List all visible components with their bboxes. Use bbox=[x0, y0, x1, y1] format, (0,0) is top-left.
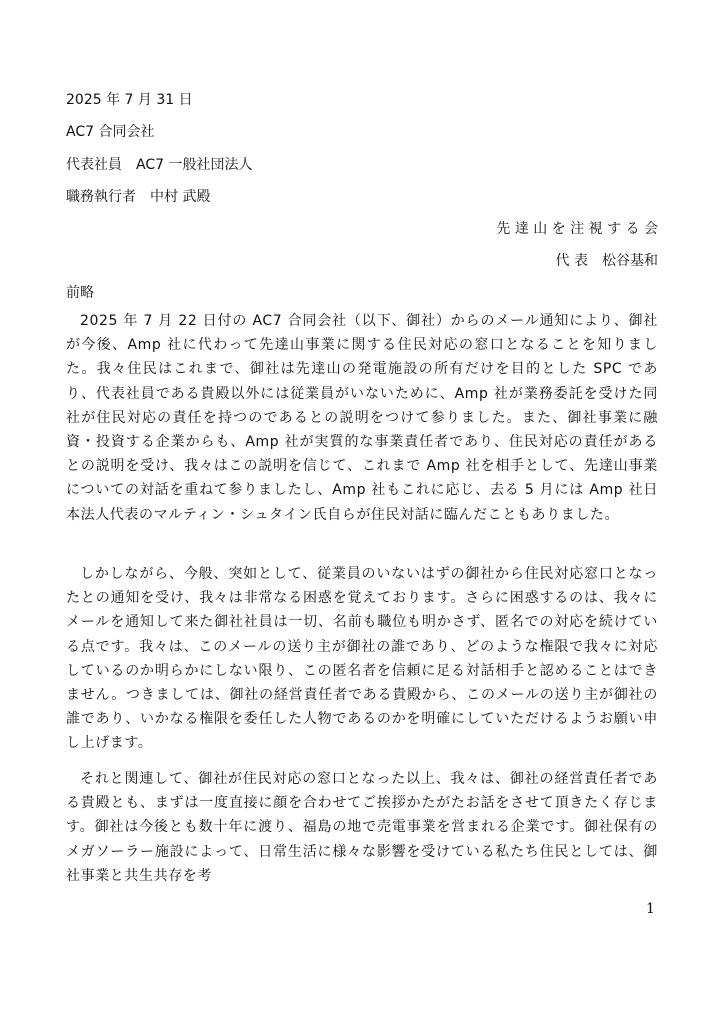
body-paragraph-3: それと関連して、御社が住民対応の窓口となった以上、我々は、御社の経営責任者である貴殿とも、まずは一度直接に顔を合わせてご挨拶かたがたお話をさせて頂きたく存じます。御社は今後とも数十年に渡り、福島の地で売電事業を営まれる企業です。御社保有のメガソーラー施設によって、日常生活に様々な影響を受けている私たち住民としては、御社事業と共生共存を考 bbox=[66, 771, 658, 884]
body-paragraph-2: しかしながら、今般、突如として、従業員のいないはずの御社から住民対応窓口となったとの通知を受け、我々は非常なる困惑を覚えております。さらに困惑するのは、我々にメールを通知して来た御社社員は一切、名前も職位も明かさず、匿名での対応を続けている点です。我々は、このメールの送り主が御社の誰であり、どのような権限で我々に対応しているのか明らかにしない限り、この匿名者を信頼に足る対話相手と認めることはできません。つきましては、御社の経営責任者である貴殿から、このメールの送り主が御社の誰であり、いかなる権限を委任した人物であるのかを明確にしていただけるようお願い申し上げます。 bbox=[66, 566, 658, 752]
salutation: 前略 bbox=[66, 285, 94, 301]
recipient-company: AC7 合同会社 bbox=[66, 124, 155, 140]
letter-date: 2025 年 7 月 31 日 bbox=[66, 92, 193, 108]
recipient-executive: 職務執行者 中村 武殿 bbox=[66, 189, 211, 205]
sender-organization: 先 達 山 を 注 視 す る 会 bbox=[496, 221, 658, 237]
recipient-representative: 代表社員 AC7 一般社団法人 bbox=[66, 157, 253, 173]
body-paragraph-1: 2025 年 7 月 22 日付の AC7 合同会社（以下、御社）からのメール通知により、御社が今後、Amp 社に代わって先達山事業に関する住民対応の窓口となることを知りました。我々住民はこれまで、御社は先達山の発電施設の所有だけを目的とした SPC であり、代表社員である貴殿以外には従業員がいないために、Amp 社が業務委託を受けた同社が住民対応の責任を持つのであるとの説明をつけて参りました。また、御社事業に融資・投資する企業からも、Amp 社が実質的な事業責任者であり、住民対応の責任があるとの説明を受け、我々はこの説明を信じて、これまで Amp 社を相手として、先達山事業についての対話を重ねて参りましたし、Amp 社もこれに応じ、去る 5 月には Amp 社日本法人代表のマルティン・シュタイン氏自らが住民対話に臨んだこともありました。 bbox=[66, 313, 658, 523]
page-number: 1 bbox=[646, 901, 655, 917]
sender-name: 代 表 松谷基和 bbox=[555, 253, 658, 269]
